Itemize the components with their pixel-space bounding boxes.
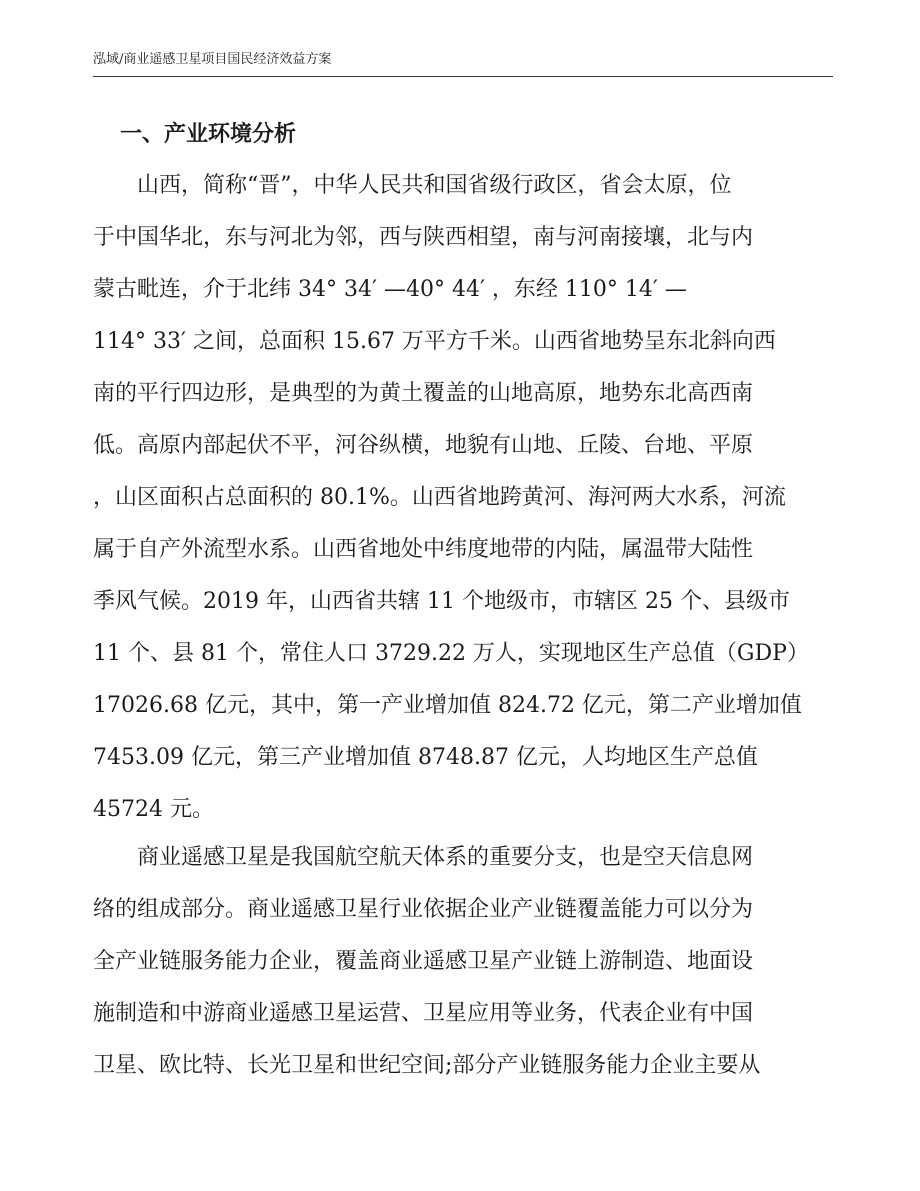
text-line: 7453.09 亿元，第三产业增加值 8748.87 亿元，人均地区生产总值 [93,745,758,770]
text-line: 全产业链服务能力企业，覆盖商业遥感卫星产业链上游制造、地面设 [93,949,754,974]
text-line: 季风气候。2019 年，山西省共辖 11 个地级市，市辖区 25 个、县级市 [93,589,790,614]
text-line: ，山区面积占总面积的 80.1%。山西省地跨黄河、海河两大水系，河流 [93,485,786,510]
text-line: 络的组成部分。商业遥感卫星行业依据企业产业链覆盖能力可以分为 [93,897,754,922]
text-line: 南的平行四边形，是典型的为黄土覆盖的山地高原，地势东北高西南 [93,381,754,406]
text-line: 17026.68 亿元，其中，第一产业增加值 824.72 亿元，第二产业增加值 [93,693,802,718]
paragraph-shanxi-overview [93,160,833,836]
text-line: 蒙古毗连，介于北纬 34° 34′ —40° 44′ ，东经 110° 14′ — [93,277,687,302]
section-heading: 一、产业环境分析 [120,122,297,147]
header-divider [93,76,833,77]
paragraph-remote-sensing-satellite [93,832,833,1092]
text-line: 于中国华北，东与河北为邻，西与陕西相望，南与河南接壤，北与内 [93,225,754,250]
running-header: 泓域/商业遥感卫星项目国民经济效益方案 [93,52,332,67]
text-line: 商业遥感卫星是我国航空航天体系的重要分支，也是空天信息网 [137,845,754,870]
text-line: 11 个、县 81 个，常住人口 3729.22 万人，实现地区生产总值（GDP） [93,641,809,666]
text-line: 114° 33′ 之间，总面积 15.67 万平方千米。山西省地势呈东北斜向西 [93,329,776,354]
text-line: 45724 元。 [93,797,214,822]
text-line: 施制造和中游商业遥感卫星运营、卫星应用等业务，代表企业有中国 [93,1001,754,1026]
text-line: 低。高原内部起伏不平，河谷纵横，地貌有山地、丘陵、台地、平原 [93,433,754,458]
text-line: 卫星、欧比特、长光卫星和世纪空间;部分产业链服务能力企业主要从 [93,1053,761,1078]
text-line: 山西，简称“晋”，中华人民共和国省级行政区，省会太原，位 [137,173,732,198]
text-line: 属于自产外流型水系。山西省地处中纬度地带的内陆，属温带大陆性 [93,537,754,562]
